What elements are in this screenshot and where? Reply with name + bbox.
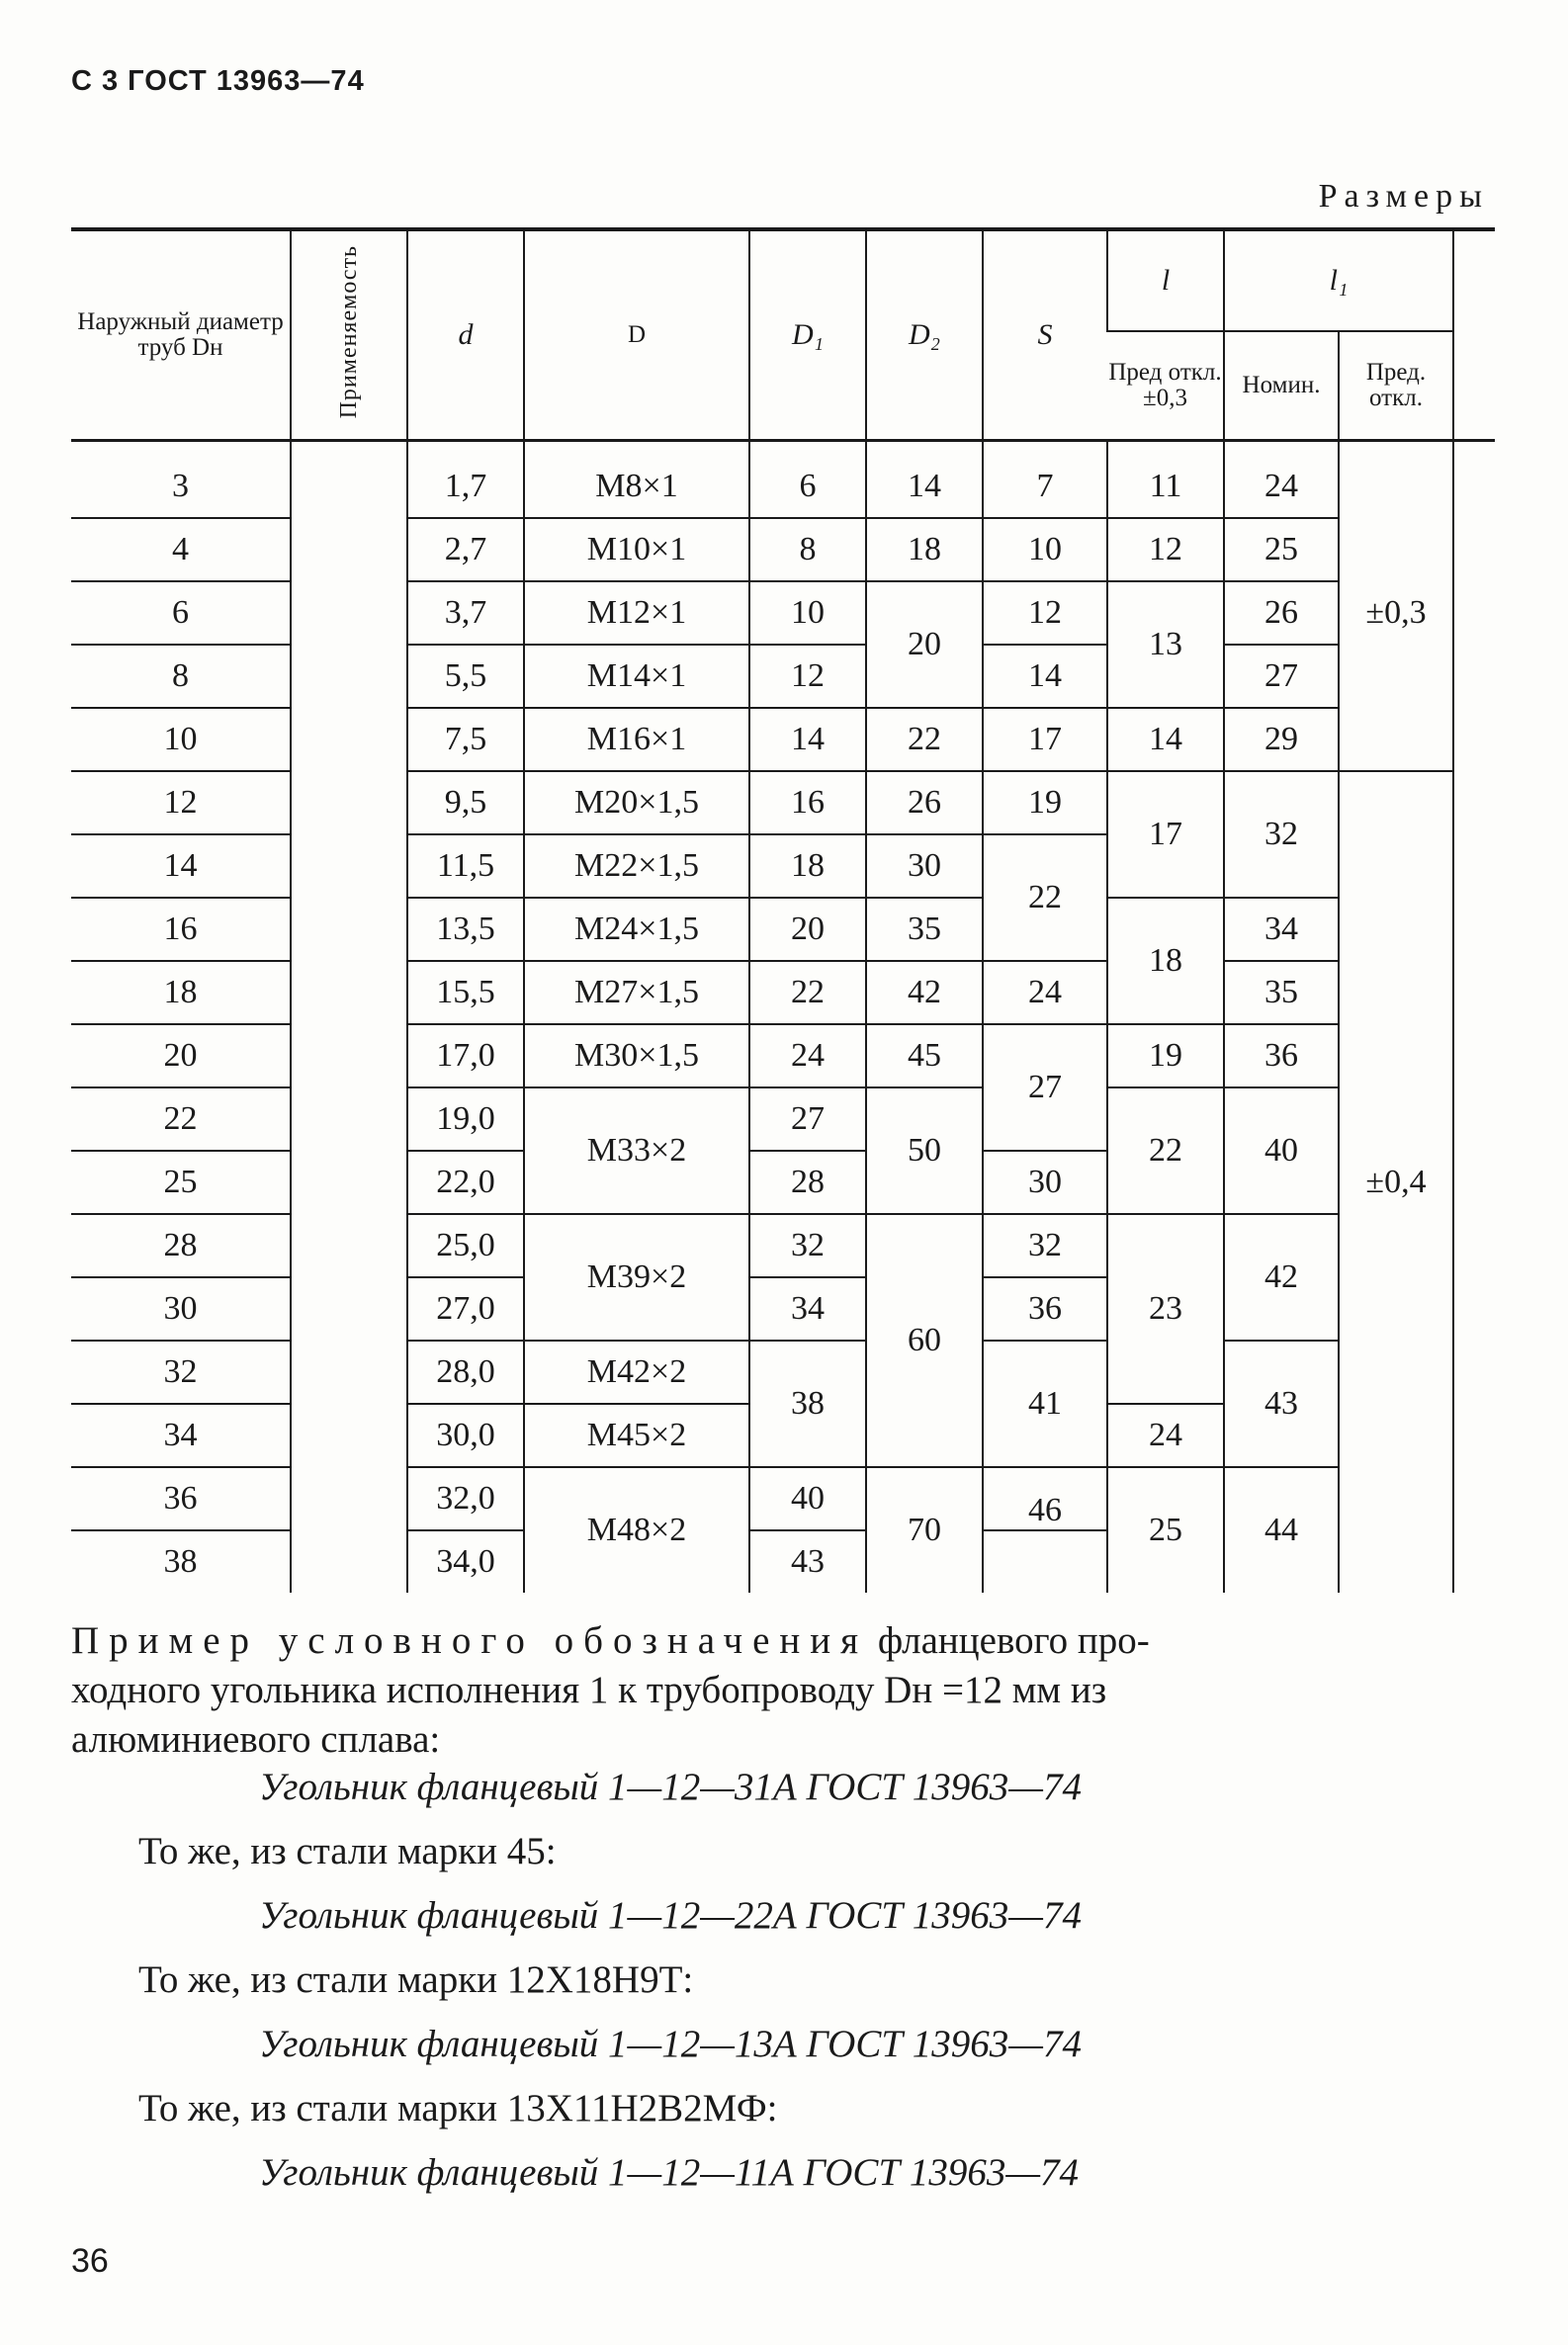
cell-d: 19,0 (407, 1087, 524, 1151)
cell-d: 28,0 (407, 1341, 524, 1404)
cell-d: 34,0 (407, 1530, 524, 1593)
cell-l1-nom: 40 (1224, 1087, 1339, 1214)
cell-D: M14×1 (524, 645, 749, 708)
cell-D2: 26 (866, 771, 983, 834)
cell-dn: 34 (71, 1404, 291, 1467)
header-l1: l₁ (1224, 229, 1453, 331)
same-material-3: То же, из стали марки 12Х18Н9Т: (138, 1958, 694, 2001)
cell-S: 30 (983, 1151, 1107, 1214)
dimensions-table (71, 227, 1495, 1593)
cell-D1: 20 (749, 898, 866, 961)
designation-3: Угольник фланцевый 1—12—13А ГОСТ 13963—74 (259, 2023, 1082, 2065)
cell-D2: 60 (866, 1214, 983, 1467)
cell-l1-tol: ±0,4 (1339, 771, 1453, 1593)
cell-l1-nom: 24 (1224, 456, 1339, 518)
cell-d: 15,5 (407, 961, 524, 1024)
cell-D1: 24 (749, 1024, 866, 1087)
cell-D1: 18 (749, 834, 866, 898)
cell-D: M33×2 (524, 1087, 749, 1214)
cell-dn: 6 (71, 581, 291, 645)
header-d: d (407, 229, 524, 441)
cell-D: M8×1 (524, 456, 749, 518)
cell-dn: 14 (71, 834, 291, 898)
designation-2: Угольник фланцевый 1—12—22А ГОСТ 13963—74 (259, 1894, 1082, 1937)
same-material-2: То же, из стали марки 45: (138, 1830, 557, 1872)
cell-S: 12 (983, 581, 1107, 645)
cell-d: 1,7 (407, 456, 524, 518)
cell-D1: 43 (749, 1530, 866, 1593)
cell-d: 25,0 (407, 1214, 524, 1277)
cell-dn: 20 (71, 1024, 291, 1087)
cell-D1: 12 (749, 645, 866, 708)
cell-D1: 16 (749, 771, 866, 834)
cell-D: M45×2 (524, 1404, 749, 1467)
cell-D: M48×2 (524, 1467, 749, 1593)
cell-D1: 10 (749, 581, 866, 645)
cell-S: 14 (983, 645, 1107, 708)
cell-d: 9,5 (407, 771, 524, 834)
cell-l1-nom: 35 (1224, 961, 1339, 1024)
cell-l1-nom: 44 (1224, 1467, 1339, 1593)
cell-S: 46 (983, 1467, 1107, 1530)
cell-S: 41 (983, 1341, 1107, 1467)
cell-l1-nom: 27 (1224, 645, 1339, 708)
cell-D: M27×1,5 (524, 961, 749, 1024)
cell-d: 11,5 (407, 834, 524, 898)
cell-l: 22 (1107, 1087, 1224, 1214)
cell-d: 22,0 (407, 1151, 524, 1214)
cell-D2: 14 (866, 456, 983, 518)
cell-S: 27 (983, 1024, 1107, 1151)
units-label: Размеры (1318, 178, 1489, 215)
cell-D1: 14 (749, 708, 866, 771)
header-l: l (1107, 229, 1224, 331)
cell-D1: 6 (749, 456, 866, 518)
same-material-4: То же, из стали марки 13Х11Н2В2МФ: (138, 2087, 778, 2129)
cell-dn: 30 (71, 1277, 291, 1341)
cell-S: 24 (983, 961, 1107, 1024)
page-number: 36 (71, 2242, 109, 2280)
cell-D1: 28 (749, 1151, 866, 1214)
cell-D: M20×1,5 (524, 771, 749, 834)
cell-l1-nom: 25 (1224, 518, 1339, 581)
cell-d: 5,5 (407, 645, 524, 708)
cell-d: 17,0 (407, 1024, 524, 1087)
cell-applicability (291, 456, 407, 1593)
cell-l1-nom: 36 (1224, 1024, 1339, 1087)
cell-d: 7,5 (407, 708, 524, 771)
cell-d: 3,7 (407, 581, 524, 645)
cell-S: 36 (983, 1277, 1107, 1341)
cell-D: M24×1,5 (524, 898, 749, 961)
cell-S: 22 (983, 834, 1107, 961)
cell-dn: 32 (71, 1341, 291, 1404)
cell-dn: 10 (71, 708, 291, 771)
header-D: D (524, 229, 749, 441)
cell-dn: 8 (71, 645, 291, 708)
cell-l: 24 (1107, 1404, 1224, 1467)
cell-dn: 22 (71, 1087, 291, 1151)
cell-D: M22×1,5 (524, 834, 749, 898)
cell-D2: 42 (866, 961, 983, 1024)
cell-spacer (1453, 456, 1495, 1593)
cell-D2: 22 (866, 708, 983, 771)
cell-S: 7 (983, 456, 1107, 518)
cell-D2: 45 (866, 1024, 983, 1087)
cell-D1: 40 (749, 1467, 866, 1530)
header-l-tol: Пред откл. ±0,3 (1107, 331, 1224, 441)
cell-D1: 22 (749, 961, 866, 1024)
header-l1-nom: Номин. (1224, 331, 1339, 441)
cell-l: 13 (1107, 581, 1224, 708)
cell-S: 10 (983, 518, 1107, 581)
cell-dn: 36 (71, 1467, 291, 1530)
cell-l1-nom: 26 (1224, 581, 1339, 645)
cell-dn: 28 (71, 1214, 291, 1277)
cell-D2: 30 (866, 834, 983, 898)
header-spacer (1453, 229, 1495, 441)
cell-D1: 38 (749, 1341, 866, 1467)
cell-l: 18 (1107, 898, 1224, 1024)
cell-D: M39×2 (524, 1214, 749, 1341)
cell-d: 32,0 (407, 1467, 524, 1530)
cell-D: M12×1 (524, 581, 749, 645)
cell-l: 25 (1107, 1467, 1224, 1593)
cell-l: 14 (1107, 708, 1224, 771)
cell-S: 17 (983, 708, 1107, 771)
cell-l1-tol: ±0,3 (1339, 456, 1453, 771)
cell-dn: 18 (71, 961, 291, 1024)
cell-D1: 34 (749, 1277, 866, 1341)
cell-D2: 50 (866, 1087, 983, 1214)
cell-D1: 32 (749, 1214, 866, 1277)
cell-dn: 16 (71, 898, 291, 961)
cell-dn: 38 (163, 1543, 198, 1580)
header-dn: Наружный диаметр труб Dн (71, 229, 291, 441)
cell-S (983, 1530, 1107, 1593)
header-S: S (983, 229, 1107, 441)
header-D2: D₂ (866, 229, 983, 441)
header-D1: D₁ (749, 229, 866, 441)
designation-4: Угольник фланцевый 1—12—11А ГОСТ 13963—74 (259, 2151, 1080, 2194)
cell-S: 32 (983, 1214, 1107, 1277)
cell-D2: 70 (866, 1467, 983, 1593)
cell-D2: 18 (866, 518, 983, 581)
cell-l1-nom: 42 (1224, 1214, 1339, 1341)
cell-d: 13,5 (407, 898, 524, 961)
cell-D2: 35 (866, 898, 983, 961)
cell-D: M30×1,5 (524, 1024, 749, 1087)
cell-dn: 3 (71, 456, 291, 518)
cell-l1-nom: 34 (1224, 898, 1339, 961)
page-header: С 3 ГОСТ 13963—74 (71, 65, 365, 97)
example-intro: Пример условного обозначения фланцевого про- ходного угольника исполнения 1 к трубопроводу Dн =12 мм из алюминиевого сплава: (71, 1619, 1150, 1761)
cell-D: M42×2 (524, 1341, 749, 1404)
cell-D: M16×1 (524, 708, 749, 771)
cell-d: 30,0 (407, 1404, 524, 1467)
cell-dn: 12 (71, 771, 291, 834)
designation-1: Угольник фланцевый 1—12—31А ГОСТ 13963—74 (259, 1766, 1082, 1808)
cell-l: 17 (1107, 771, 1224, 898)
cell-D1: 8 (749, 518, 866, 581)
cell-l1-nom: 43 (1224, 1341, 1339, 1467)
cell-l: 12 (1107, 518, 1224, 581)
cell-dn: 4 (71, 518, 291, 581)
cell-l: 11 (1107, 456, 1224, 518)
cell-D1: 27 (749, 1087, 866, 1151)
cell-l1-nom: 32 (1224, 771, 1339, 898)
cell-d: 27,0 (407, 1277, 524, 1341)
cell-D2: 20 (866, 581, 983, 708)
cell-D: M10×1 (524, 518, 749, 581)
cell-l1-nom: 29 (1224, 708, 1339, 771)
cell-l: 23 (1107, 1214, 1224, 1404)
cell-l: 19 (1107, 1024, 1224, 1087)
cell-dn: 25 (71, 1151, 291, 1214)
cell-S: 19 (983, 771, 1107, 834)
header-applicability: Применяемость (291, 229, 407, 441)
cell-d: 2,7 (407, 518, 524, 581)
header-l1-tol: Пред. откл. (1339, 331, 1453, 441)
